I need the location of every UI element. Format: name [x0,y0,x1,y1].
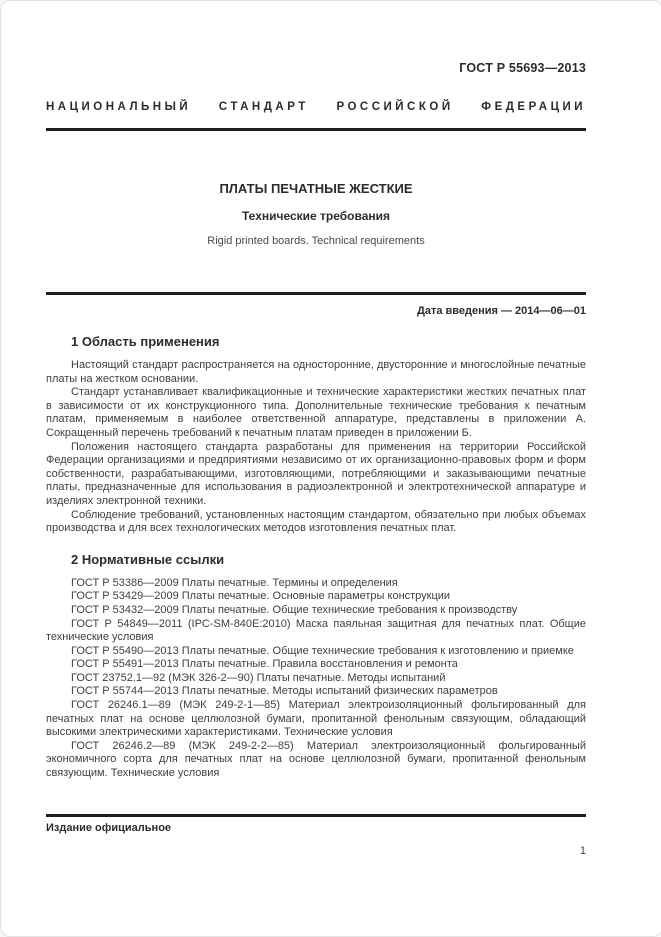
reference-item: ГОСТ 26246.1—89 (МЭК 249-2-1—85) Материал электроизоляционный фольгированный для печатных плат на основе целлюлозной бумаги, пропитанной фенольным связующим, обладающий высокими электрическими характеристиками. Технические условия [46,699,586,739]
paragraph: Положения настоящего стандарта разработаны для применения на территории Российской Федерации организациями и предприятиями независимо от их организационно-правовых форм и форм собственности, разрабатывающими, изготовляющими, потребляющими и заказывающими печатные платы, предназначенные для использования в радиоэлектронной и электротехнической аппаратуре и изделиях электронной техники. [46,440,586,507]
doc-code: ГОСТ Р 55693—2013 [459,61,586,75]
document-body [46,334,586,781]
reference-item: ГОСТ Р 55744—2013 Платы печатные. Методы испытаний физических параметров [71,685,498,698]
reference-item: ГОСТ Р 53386—2009 Платы печатные. Термины и определения [71,576,398,589]
paragraph: Настоящий стандарт распространяется на односторонние, двусторонние и многослойные печатные платы на жестком основании. [46,359,586,385]
edition-note: Издание официальное [46,822,172,834]
paragraph: Соблюдение требований, установленных настоящим стандартом, обязательно при любых объемах производства и для всех технологических методов изготовления печатных плат. [46,508,586,535]
reference-item: ГОСТ Р 55491—2013 Платы печатные. Правила восстановления и ремонта [71,658,458,671]
reference-item: ГОСТ 26246.2—89 (МЭК 249-2-2—85) Материал электроизоляционный фольгированный экономичного сорта для печатных плат на основе целлюлозной бумаги, пропитанной фенольным связующим. Технические условия [46,739,586,780]
section-heading-references: 2 Нормативные ссылки [71,551,225,567]
reference-item: ГОСТ Р 55490—2013 Платы печатные. Общие технические требования к изготовлению и приемке [71,644,574,657]
reference-item: ГОСТ Р 54849—2011 (IPC-SM-840E:2010) Маска паяльная защитная для печатных плат. Общие технические условия [46,617,586,644]
paragraph: Стандарт устанавливает квалификационные и технические характеристики жестких печатных плат в зависимости от их конструкционного типа. Дополнительные технические требования к печатным платам, применяемым в наиболее ответственной аппаратуре, представлены в приложении А. Сокращенный перечень требований к печатным платам приведен в приложении Б. [46,386,586,439]
header-rule [46,128,586,131]
doc-title: ПЛАТЫ ПЕЧАТНЫЕ ЖЕСТКИЕ [219,181,413,196]
effective-date: Дата введения — 2014—06—01 [417,305,586,317]
reference-item: ГОСТ Р 53429—2009 Платы печатные. Основные параметры конструкции [71,590,451,603]
reference-item: ГОСТ 23752.1—92 (МЭК 326-2—90) Платы печатные. Методы испытаний [71,671,446,684]
reference-item: ГОСТ Р 53432—2009 Платы печатные. Общие технические требования к производству [71,603,518,616]
doc-subtitle: Технические требования [241,209,391,223]
section-heading-scope: 1 Область применения [71,334,220,349]
footer-rule [46,814,586,817]
doc-subtitle-en: Rigid printed boards. Technical requirements [207,235,425,247]
page-number: 1 [579,845,586,857]
intro-rule [46,292,586,295]
section-references [46,552,586,781]
section-scope [46,334,586,536]
banner-title: НАЦИОНАЛЬНЫЙ СТАНДАРТ РОССИЙСКОЙ ФЕДЕРАЦИИ [46,101,586,113]
